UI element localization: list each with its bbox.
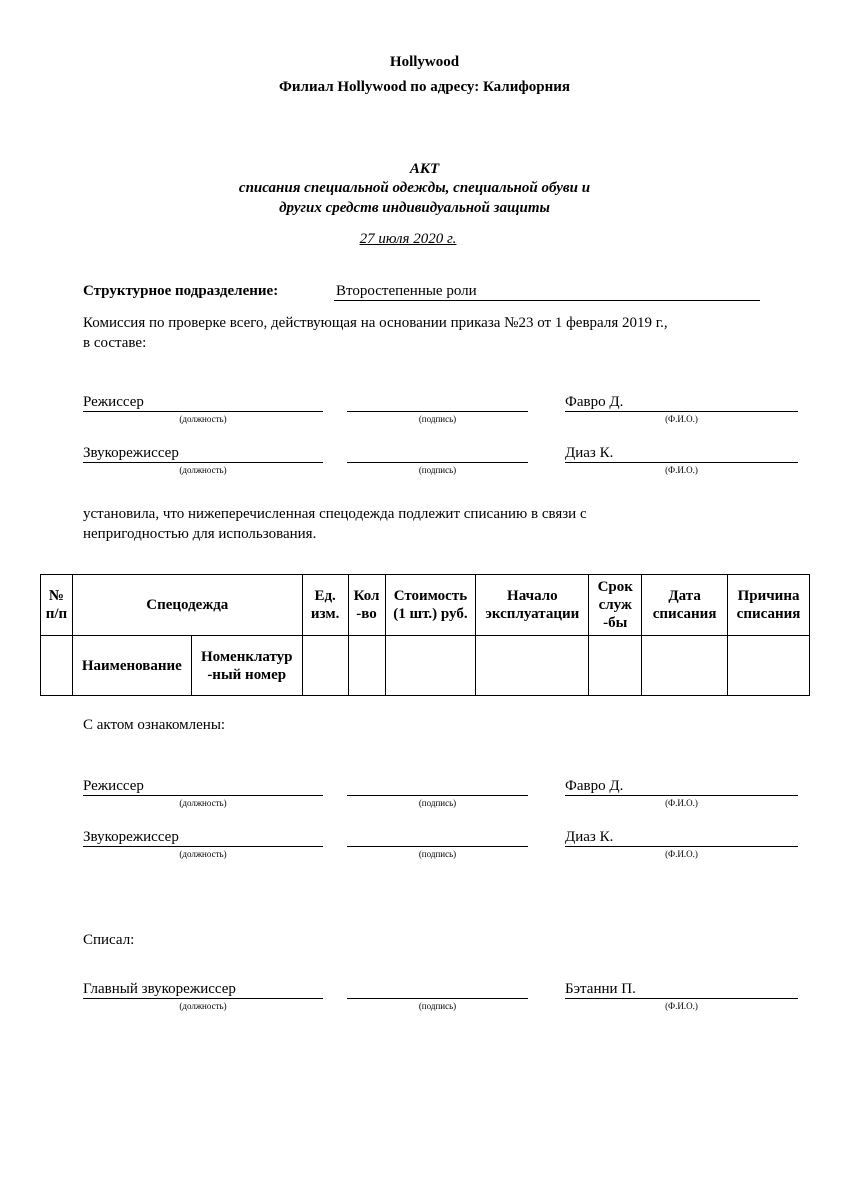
established-text-line1: установила, что нижеперечисленная спецодежда подлежит списанию в связи с [83, 506, 587, 522]
commission-member-1-name: Фавро Д. [565, 393, 798, 412]
caption-position: (должность) [179, 465, 227, 475]
acquainted-label: С актом ознакомлены: [83, 717, 226, 733]
department-value: Второстепенные роли [334, 282, 760, 301]
table-row [41, 636, 810, 696]
wrote-off-label: Списал: [83, 932, 135, 948]
commission-member-1-signature-line [347, 393, 528, 412]
caption-name: (Ф.И.О.) [665, 1001, 698, 1011]
table-cell [476, 636, 589, 696]
commission-text [83, 313, 773, 353]
established-text [83, 504, 773, 544]
writeoff-table [40, 574, 810, 696]
table-cell [302, 636, 348, 696]
col-cost: Стоимость (1 шт.) руб. [385, 575, 476, 636]
col-unit: Ед. изм. [302, 575, 348, 636]
commission-member-2-position: Звукорежиссер [83, 444, 323, 463]
acquainted-member-1-signature-line [347, 777, 528, 796]
act-subtitle-line1: списания специальной одежды, специальной обуви и [238, 180, 591, 196]
table-cell [385, 636, 476, 696]
organization-name: Hollywood [389, 54, 460, 70]
caption-signature: (подпись) [418, 414, 457, 424]
table-cell [348, 636, 385, 696]
acquainted-member-2-signature-line [347, 828, 528, 847]
caption-name: (Ф.И.О.) [665, 798, 698, 808]
commission-member-1-position: Режиссер [83, 393, 323, 412]
caption-signature: (подпись) [418, 465, 457, 475]
col-service-term: Срок служ -бы [589, 575, 642, 636]
caption-position: (должность) [179, 798, 227, 808]
caption-position: (должность) [179, 1001, 227, 1011]
act-date [0, 231, 816, 248]
wrote-off-position: Главный звукорежиссер [83, 980, 323, 999]
department-label: Структурное подразделение: [83, 283, 279, 299]
caption-name: (Ф.И.О.) [665, 465, 698, 475]
act-title: АКТ [409, 161, 440, 177]
commission-text-line1: Комиссия по проверке всего, действующая на основании приказа №23 от 1 февраля 2019 г., [83, 315, 668, 331]
col-writeoff-date: Дата списания [642, 575, 728, 636]
table-header-row [41, 575, 810, 636]
wrote-off-signature-line [347, 980, 528, 999]
col-start: Начало эксплуатации [476, 575, 589, 636]
acquainted-member-1-position: Режиссер [83, 777, 323, 796]
table-cell [41, 636, 73, 696]
caption-signature: (подпись) [418, 798, 457, 808]
caption-signature: (подпись) [418, 1001, 457, 1011]
commission-text-line2: в составе: [83, 335, 147, 351]
act-subtitle-line2: других средств индивидуальной защиты [279, 200, 550, 216]
commission-member-2-signature-line [347, 444, 528, 463]
acquainted-member-1-name: Фавро Д. [565, 777, 798, 796]
table-cell [642, 636, 728, 696]
caption-name: (Ф.И.О.) [665, 849, 698, 859]
table-cell [589, 636, 642, 696]
col-quantity: Кол -во [348, 575, 385, 636]
col-number: № п/п [41, 575, 73, 636]
col-clothing: Спецодежда [72, 575, 302, 636]
caption-name: (Ф.И.О.) [665, 414, 698, 424]
acquainted-member-2-name: Диаз К. [565, 828, 798, 847]
branch-address: Филиал Hollywood по адресу: Калифорния [279, 79, 570, 95]
acquainted-member-2-position: Звукорежиссер [83, 828, 323, 847]
commission-member-2-name: Диаз К. [565, 444, 798, 463]
caption-position: (должность) [179, 849, 227, 859]
caption-position: (должность) [179, 414, 227, 424]
wrote-off-name: Бэтанни П. [565, 980, 798, 999]
col-nomenclature: Номенклатур -ный номер [191, 636, 302, 696]
col-item-name: Наименование [72, 636, 191, 696]
caption-signature: (подпись) [418, 849, 457, 859]
col-reason: Причина списания [728, 575, 810, 636]
table-cell [728, 636, 810, 696]
established-text-line2: непригодностью для использования. [83, 526, 317, 542]
act-date-text: 27 июля 2020 г. [359, 231, 457, 247]
